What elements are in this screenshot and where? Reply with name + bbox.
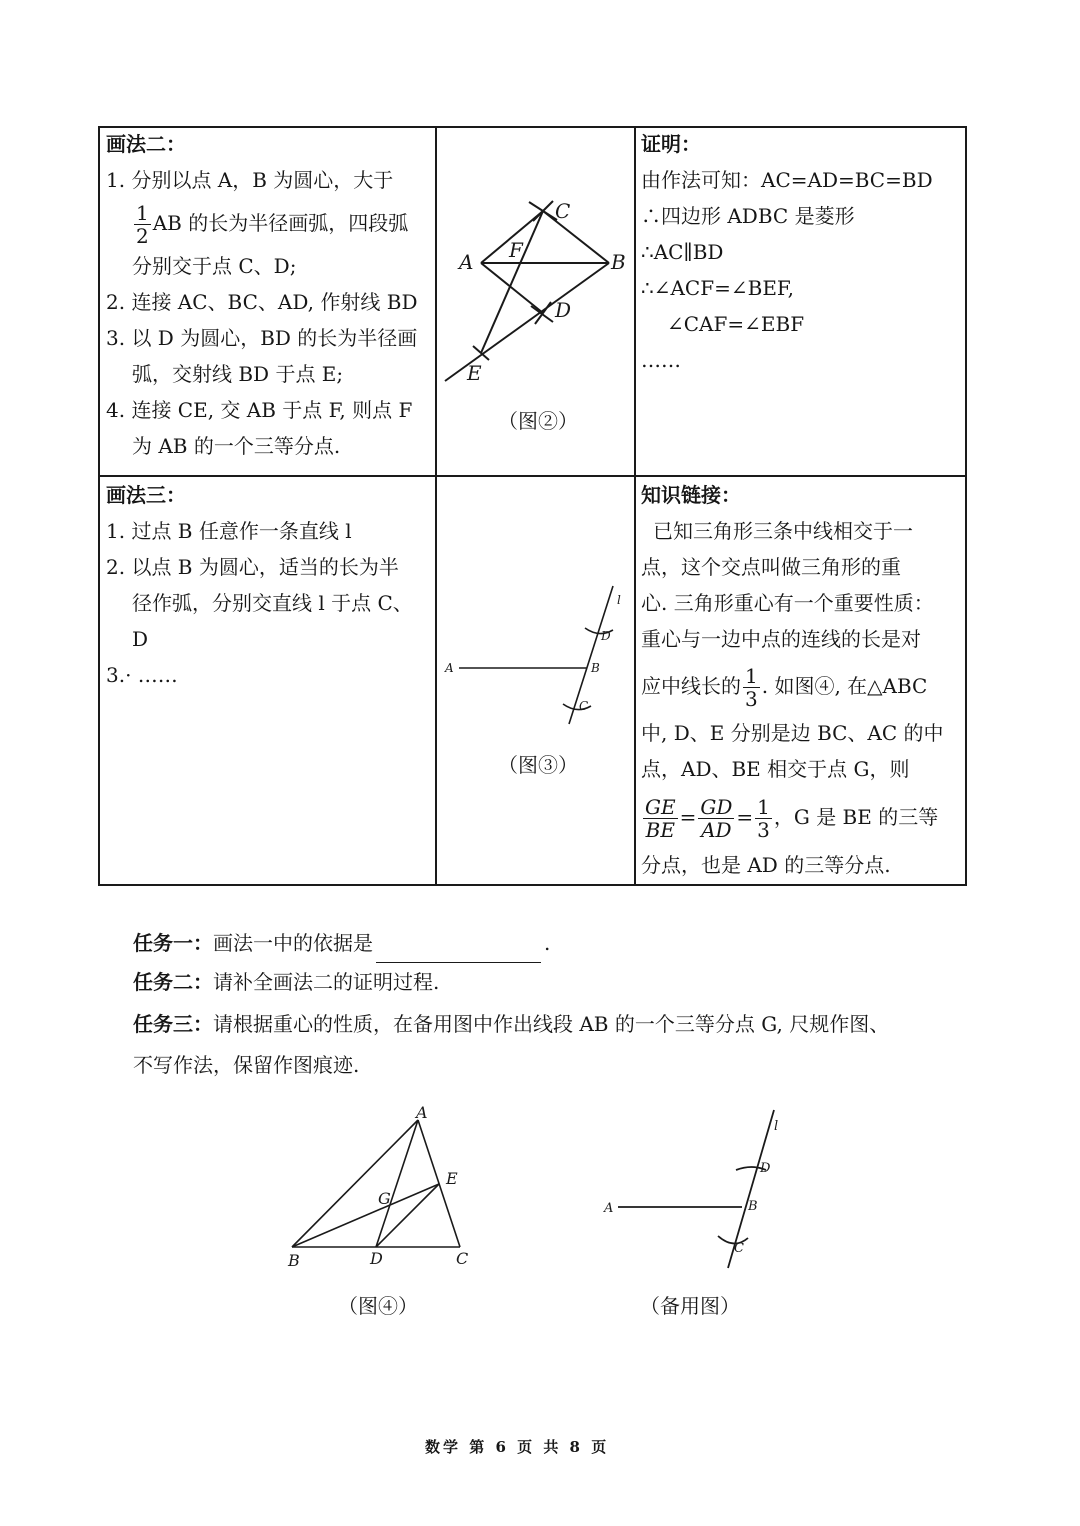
spare-label-B: B [748, 1199, 758, 1214]
knowledge-line: 心. 三角形重心有一个重要性质： [641, 591, 934, 615]
arc-mark [533, 201, 553, 221]
knowledge-line: 点，这个交点叫做三角形的重 [641, 555, 901, 579]
median-BE [292, 1184, 439, 1247]
method2-step: 3. 以 D 为圆心，BD 的长为半径画 [106, 326, 418, 350]
knowledge-line: 重心与一边中点的连线的长是对 [641, 627, 921, 651]
fig4-caption: （图④） [338, 1294, 418, 1318]
answer-blank[interactable] [376, 938, 541, 963]
fig2-label-F: F [509, 238, 523, 262]
method2-step: 4. 连接 CE, 交 AB 于点 F, 则点 F [106, 398, 413, 422]
spare-label-D: D [760, 1161, 771, 1176]
method2-step: 2. 连接 AC、BC、AD, 作射线 BD [106, 290, 418, 314]
knowledge-heading: 知识链接： [641, 483, 741, 507]
knowledge-line: 点，AD、BE 相交于点 G，则 [641, 757, 910, 781]
fig3-label-C: C [579, 699, 589, 713]
method3-cell [106, 477, 432, 693]
spare-figure [596, 1100, 796, 1280]
proof-heading: 证明： [641, 132, 701, 156]
method2-cell [106, 126, 432, 464]
method3-heading: 画法三： [106, 483, 186, 507]
method3-step: 1. 过点 B 任意作一条直线 l [106, 519, 352, 543]
fig3-label-l: l [617, 593, 621, 607]
median-AD [376, 1120, 418, 1247]
fig3-label-D: D [601, 629, 611, 643]
arc-mark [535, 302, 551, 324]
fig3-caption: （图③） [498, 753, 578, 777]
spare-label-l: l [774, 1119, 779, 1134]
fig4-label-A: A [416, 1103, 428, 1122]
fig3-label-B: B [591, 661, 600, 675]
fig4-label-C: C [456, 1249, 469, 1268]
fig2-label-D: D [555, 298, 572, 322]
method3-step: 2. 以点 B 为圆心，适当的长为半 [106, 555, 399, 579]
segment-AD [481, 263, 543, 313]
ratio-GD-AD: $\frac{GD}{AD}$ [700, 795, 733, 842]
figure-3 [437, 580, 633, 730]
knowledge-ratio-line: $\frac{GE}{BE}$ = $\frac{GD}{AD}$ = $\frac{1}{3}$ ，G 是 BE 的三等 [645, 795, 939, 842]
proof-cell [641, 126, 961, 378]
fig4-label-B: B [288, 1251, 300, 1270]
knowledge-line: 分点，也是 AD 的三等分点. [641, 853, 891, 877]
method2-step: 分别交于点 C、D; [132, 254, 297, 278]
half-fraction: $\frac{1}{2}$ [136, 201, 149, 248]
task-3-cont: 不写作法，保留作图痕迹. [133, 1053, 360, 1077]
knowledge-line: 已知三角形三条中线相交于一 [653, 519, 913, 543]
segment-BC [543, 211, 609, 263]
fig4-label-E: E [446, 1169, 458, 1188]
method3-step: 径作弧，分别交直线 l 于点 C、 [132, 591, 413, 615]
fig2-label-C: C [555, 199, 571, 223]
proof-line: …… [641, 348, 681, 372]
task-1: 任务一：画法一中的依据是 . [133, 923, 550, 963]
proof-line: ∠CAF=∠EBF [667, 312, 805, 336]
fig3-label-A: A [445, 661, 454, 675]
spare-label-C: C [734, 1241, 744, 1256]
fig2-label-B: B [611, 250, 626, 274]
fig2-caption: （图②） [498, 409, 578, 433]
method3-step: 3.· …… [106, 663, 178, 687]
fig2-label-A: A [459, 250, 474, 274]
method2-step: 弧，交射线 BD 于点 E; [132, 362, 344, 386]
fig2-label-E: E [467, 361, 482, 385]
line-l [569, 586, 613, 724]
proof-line: ∴∠ACF=∠BEF, [641, 276, 795, 300]
method2-step: 1. 分别以点 A，B 为圆心，大于 [106, 168, 394, 192]
method3-step: D [132, 627, 149, 651]
spare-label-A: A [604, 1201, 614, 1216]
segment-BA [292, 1120, 418, 1247]
knowledge-cell [641, 477, 963, 883]
method2-step: 为 AB 的一个三等分点. [132, 434, 341, 458]
proof-line: ∴四边形 ADBC 是菱形 [641, 204, 855, 228]
fig4-label-G: G [378, 1189, 391, 1208]
ratio-one-third: $\frac{1}{3}$ [757, 795, 770, 842]
knowledge-line: 应中线长的 $\frac{1}{3}$ . 如图④, 在△ABC [641, 664, 928, 711]
method2-step: $\frac{1}{2}$ AB 的长为半径画弧，四段弧 [136, 201, 409, 248]
proof-line: ∴AC∥BD [641, 240, 724, 264]
task-2: 任务二：请补全画法二的证明过程. [133, 970, 440, 994]
knowledge-line: 中, D、E 分别是边 BC、AC 的中 [641, 721, 944, 745]
proof-line: 由作法可知：AC=AD=BC=BD [641, 168, 933, 192]
page-footer: 数学 第 6 页 共 8 页 [425, 1438, 610, 1456]
spare-caption: （备用图） [640, 1294, 740, 1318]
third-fraction: $\frac{1}{3}$ [745, 664, 758, 711]
figure-4 [270, 1100, 500, 1280]
table-divider [634, 126, 636, 886]
fig4-label-D: D [370, 1249, 383, 1268]
task-3: 任务三：请根据重心的性质，在备用图中作出线段 AB 的一个三等分点 G, 尺规作图、 [133, 1012, 890, 1036]
method2-heading: 画法二： [106, 132, 186, 156]
ratio-GE-BE: $\frac{GE}{BE}$ [645, 795, 676, 842]
